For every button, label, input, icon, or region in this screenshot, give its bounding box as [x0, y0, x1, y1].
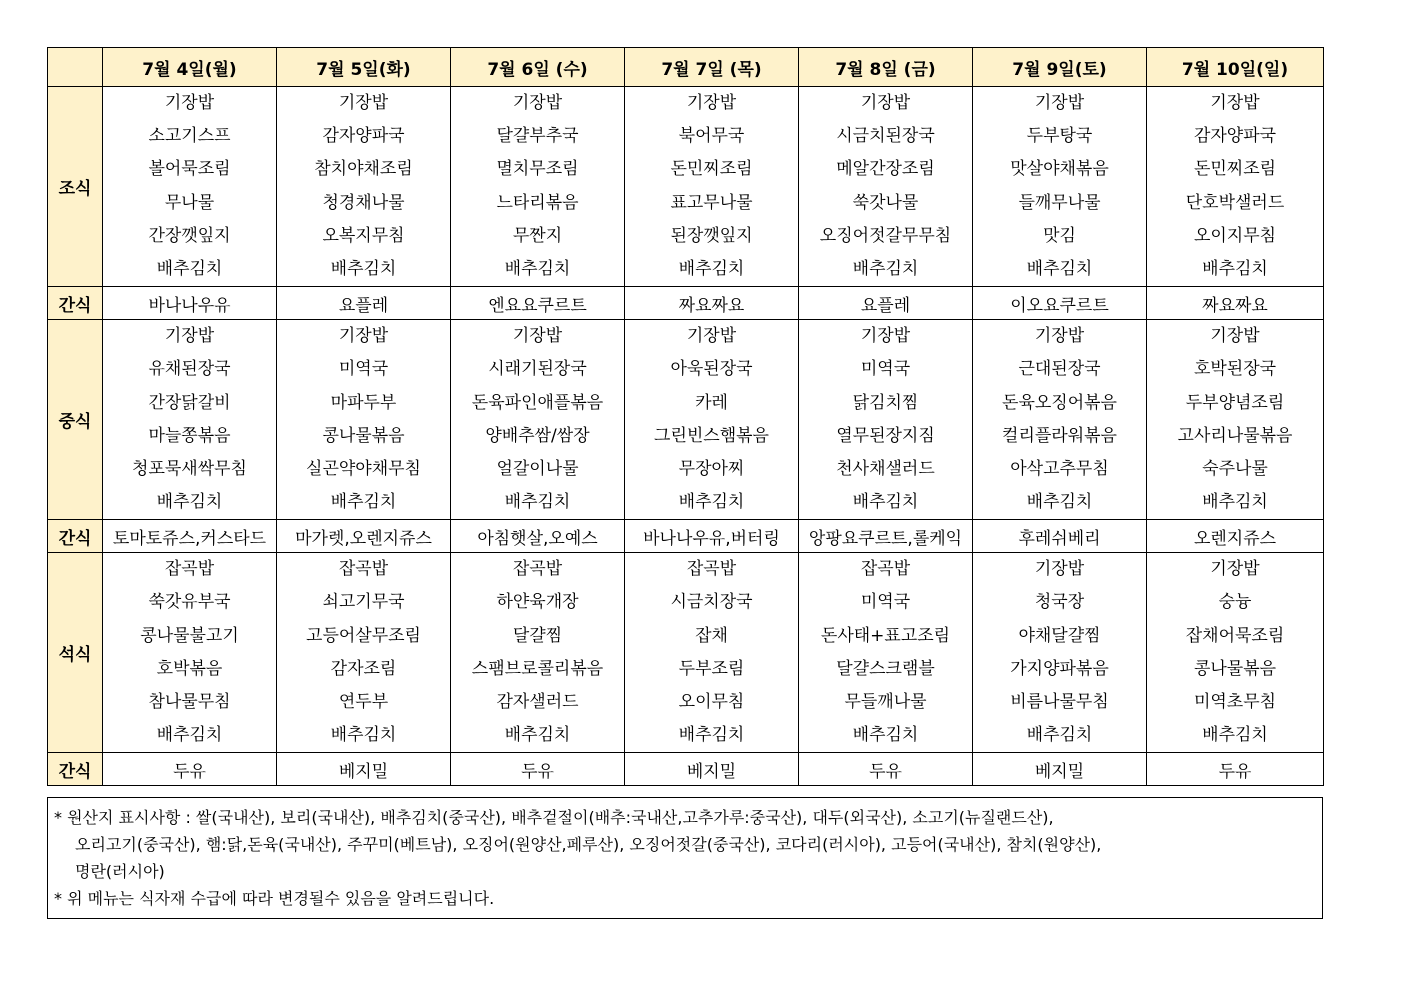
snack-cell: 바나나우유 [103, 287, 277, 320]
dish-item: 열무된장지짐 [836, 425, 935, 446]
dish-item: 메알간장조림 [836, 159, 935, 180]
snack-cell: 두유 [103, 753, 277, 786]
dish-item: 배추김치 [156, 725, 223, 746]
snack-cell: 두유 [1147, 753, 1324, 786]
dish-list [799, 553, 972, 752]
dish-item: 오징어젓갈무무침 [819, 225, 952, 246]
dish-item: 아삭고추무침 [1010, 458, 1109, 479]
meal-cell [277, 553, 451, 753]
dish-item: 시금치된장국 [836, 126, 935, 147]
dish-item: 잡곡밥 [512, 559, 563, 580]
dish-item: 닭김치찜 [852, 392, 919, 413]
dish-item: 미역국 [338, 359, 389, 380]
dish-item: 멸치무조림 [496, 159, 579, 180]
dish-item: 기장밥 [1210, 326, 1260, 347]
snack-cell: 두유 [799, 753, 973, 786]
dish-item: 배추김치 [678, 258, 745, 279]
dish-item: 잡곡밥 [164, 559, 215, 580]
dish-item: 그린빈스햄볶음 [654, 425, 769, 446]
meal-cell [451, 320, 625, 520]
row-label: 간식 [48, 520, 103, 553]
dish-item: 기장밥 [1210, 559, 1260, 580]
dish-list [451, 320, 624, 519]
dish-item: 기장밥 [164, 93, 215, 113]
meal-cell [1147, 320, 1324, 520]
meal-row [48, 320, 1324, 520]
dish-item: 맛살야채볶음 [1010, 159, 1109, 180]
dish-item: 참치야채조림 [314, 159, 413, 180]
dish-list [103, 553, 276, 752]
dish-list [103, 87, 276, 286]
dish-item: 기장밥 [338, 93, 389, 113]
dish-item: 배추김치 [1202, 725, 1268, 746]
meal-cell [625, 87, 799, 287]
dish-item: 무장아찌 [678, 458, 745, 479]
dish-list [973, 87, 1146, 286]
dish-item: 배추김치 [504, 258, 571, 279]
dish-list [625, 87, 798, 286]
snack-cell: 이오요쿠르트 [973, 287, 1147, 320]
dish-item: 청국장 [1034, 592, 1085, 613]
dish-list [277, 87, 450, 286]
snack-cell: 베지밀 [625, 753, 799, 786]
dish-item: 배추김치 [1202, 492, 1268, 513]
dish-item: 실곤약야채무침 [306, 458, 421, 479]
dish-item: 기장밥 [860, 93, 911, 113]
dish-item: 배추김치 [1026, 725, 1093, 746]
dish-item: 오이무침 [678, 692, 745, 712]
dish-item: 호박볶음 [156, 658, 223, 679]
day-header: 7월 5일(화) [277, 48, 451, 87]
dish-item: 숭늉 [1218, 592, 1252, 613]
dish-item: 기장밥 [1034, 326, 1085, 347]
dish-item: 달걀부추국 [496, 126, 579, 147]
dish-list [1147, 553, 1323, 752]
dish-item: 기장밥 [512, 93, 563, 113]
dish-item: 청포묵새싹무침 [132, 458, 247, 479]
dish-item: 오이지무침 [1193, 225, 1277, 246]
dish-item: 배추김치 [330, 492, 397, 513]
meal-cell [103, 87, 277, 287]
dish-item: 배추김치 [1202, 258, 1268, 279]
dish-item: 표고무나물 [670, 192, 753, 213]
dish-item: 배추김치 [504, 725, 571, 746]
dish-item: 달걀찜 [512, 625, 563, 646]
dish-item: 참나물무침 [148, 692, 231, 712]
dish-item: 잡곡밥 [686, 559, 737, 580]
dish-item: 기장밥 [1034, 559, 1085, 580]
dish-item: 기장밥 [1210, 93, 1260, 113]
snack-row [48, 753, 1324, 786]
dish-item: 잡채 [695, 625, 728, 646]
dish-list [277, 553, 450, 752]
snack-cell: 마가렛,오렌지쥬스 [277, 520, 451, 553]
dish-item: 볼어묵조림 [148, 159, 231, 180]
dish-item: 미역국 [860, 592, 911, 613]
snack-cell: 바나나우유,버터링 [625, 520, 799, 553]
row-label: 간식 [48, 287, 103, 320]
snack-cell: 엔요요쿠르트 [451, 287, 625, 320]
dish-item: 미역국 [860, 359, 911, 380]
dish-item: 무나물 [164, 192, 215, 213]
dish-item: 마늘쫑볶음 [148, 425, 231, 446]
dish-item: 하얀육개장 [496, 592, 579, 613]
meal-cell [1147, 553, 1324, 753]
dish-item: 고사리나물볶음 [1177, 425, 1293, 446]
day-header: 7월 6일 (수) [451, 48, 625, 87]
dish-item: 얼갈이나물 [496, 458, 579, 479]
dish-list [799, 87, 972, 286]
meal-cell [1147, 87, 1324, 287]
meal-cell [277, 320, 451, 520]
dish-item: 야채달걀찜 [1018, 625, 1101, 646]
dish-item: 달걀스크램블 [836, 658, 935, 679]
dish-item: 감자양파국 [1193, 126, 1277, 147]
origin-note-line: 명란(러시아) [75, 862, 165, 881]
dish-item: 컬리플라워볶음 [1002, 425, 1117, 446]
row-label: 조식 [48, 87, 103, 287]
meal-cell [799, 320, 973, 520]
dish-item: 배추김치 [678, 492, 745, 513]
dish-item: 시금치장국 [670, 592, 753, 613]
dish-item: 돈민찌조림 [670, 159, 753, 180]
meal-cell [103, 553, 277, 753]
origin-note-line: * 원산지 표시사항 : 쌀(국내산), 보리(국내산), 배추김치(중국산), 배추겉절이(배추:국내산,고추가루:중국산), 대두(외국산), 소고기(뉴질랜드산), [54, 808, 1054, 827]
dish-item: 잡곡밥 [338, 559, 389, 580]
dish-item: 기장밥 [860, 326, 911, 347]
snack-cell: 후레쉬베리 [973, 520, 1147, 553]
row-label: 중식 [48, 320, 103, 520]
dish-item: 콩나물볶음 [322, 425, 405, 446]
snack-cell: 요플레 [277, 287, 451, 320]
dish-item: 배추김치 [330, 725, 397, 746]
snack-cell: 오렌지쥬스 [1147, 520, 1324, 553]
dish-item: 배추김치 [330, 258, 397, 279]
meal-cell [799, 553, 973, 753]
snack-cell: 앙팡요쿠르트,롤케익 [799, 520, 973, 553]
dish-list [799, 320, 972, 519]
dish-item: 배추김치 [1026, 258, 1093, 279]
dish-item: 소고기스프 [148, 126, 231, 147]
meal-cell [625, 320, 799, 520]
meal-cell [799, 87, 973, 287]
dish-item: 간장닭갈비 [148, 392, 231, 413]
day-header: 7월 10일(일) [1147, 48, 1324, 87]
meal-row [48, 553, 1324, 753]
dish-item: 배추김치 [156, 258, 223, 279]
dish-item: 유채된장국 [148, 359, 231, 380]
dish-item: 콩나물볶음 [1193, 658, 1277, 679]
dish-item: 배추김치 [504, 492, 571, 513]
dish-item: 미역초무침 [1193, 692, 1277, 712]
dish-item: 쑥갓나물 [852, 192, 919, 213]
meal-cell [451, 553, 625, 753]
notes-box [47, 797, 1323, 919]
snack-row [48, 287, 1324, 320]
snack-cell: 짜요짜요 [1147, 287, 1324, 320]
dish-item: 된장깻잎지 [670, 225, 753, 246]
dish-item: 돈사태+표고조림 [820, 625, 951, 646]
dish-item: 천사채샐러드 [836, 458, 935, 479]
dish-item: 기장밥 [1034, 93, 1085, 113]
dish-item: 배추김치 [156, 492, 223, 513]
meal-cell [103, 320, 277, 520]
meal-cell [973, 320, 1147, 520]
dish-item: 기장밥 [686, 93, 737, 113]
snack-cell: 토마토쥬스,커스타드 [103, 520, 277, 553]
dish-item: 카레 [695, 392, 728, 413]
dish-item: 돈육오징어볶음 [1002, 392, 1117, 413]
dish-item: 호박된장국 [1193, 359, 1277, 380]
dish-item: 감자조림 [330, 658, 397, 679]
dish-list [103, 320, 276, 519]
dish-item: 잡곡밥 [860, 559, 911, 580]
row-label: 석식 [48, 553, 103, 753]
dish-item: 콩나물불고기 [140, 625, 239, 646]
dish-item: 쑥갓유부국 [148, 592, 231, 613]
dish-item: 감자샐러드 [496, 692, 579, 712]
dish-item: 아욱된장국 [670, 359, 753, 380]
dish-item: 돈육파인애플볶음 [471, 392, 604, 413]
dish-list [973, 553, 1146, 752]
snack-cell: 베지밀 [973, 753, 1147, 786]
meal-row [48, 87, 1324, 287]
dish-item: 기장밥 [338, 326, 389, 347]
meal-cell [277, 87, 451, 287]
header-corner [48, 48, 103, 87]
snack-cell: 두유 [451, 753, 625, 786]
dish-item: 배추김치 [852, 492, 919, 513]
dish-item: 북어무국 [678, 126, 745, 147]
dish-item: 배추김치 [852, 725, 919, 746]
dish-item: 기장밥 [686, 326, 737, 347]
dish-item: 배추김치 [1026, 492, 1093, 513]
day-header: 7월 7일 (목) [625, 48, 799, 87]
dish-list [1147, 320, 1323, 519]
dish-item: 숙주나물 [1202, 458, 1268, 479]
dish-item: 양배추쌈/쌈장 [485, 425, 590, 446]
day-header: 7월 9일(토) [973, 48, 1147, 87]
dish-item: 근대된장국 [1018, 359, 1101, 380]
dish-item: 두부양념조림 [1185, 392, 1285, 413]
snack-cell: 요플레 [799, 287, 973, 320]
snack-row [48, 520, 1324, 553]
dish-item: 스팸브로콜리볶음 [471, 658, 604, 679]
dish-item: 간장깻잎지 [148, 225, 231, 246]
meal-cell [973, 553, 1147, 753]
change-notice: * 위 메뉴는 식자재 수급에 따라 변경될수 있음을 알려드립니다. [54, 889, 495, 908]
day-header: 7월 8일 (금) [799, 48, 973, 87]
dish-item: 오복지무침 [322, 225, 405, 246]
dish-item: 마파두부 [330, 392, 397, 413]
dish-item: 연두부 [338, 692, 389, 712]
dish-list [973, 320, 1146, 519]
header-row [48, 48, 1324, 87]
dish-item: 고등어살무조림 [306, 625, 421, 646]
dish-item: 배추김치 [852, 258, 919, 279]
dish-item: 쇠고기무국 [322, 592, 405, 613]
dish-item: 단호박샐러드 [1185, 192, 1285, 213]
dish-list [1147, 87, 1323, 286]
dish-item: 시래기된장국 [488, 359, 587, 380]
menu-table [47, 47, 1324, 786]
dish-item: 감자양파국 [322, 126, 405, 147]
origin-note-line: 오리고기(중국산), 햄:닭,돈육(국내산), 주꾸미(베트남), 오징어(원양산,페루산), 오징어젓갈(중국산), 코다리(러시아), 고등어(국내산), 참치(원양산), [75, 835, 1102, 854]
row-label: 간식 [48, 753, 103, 786]
dish-item: 무들깨나물 [844, 692, 927, 712]
dish-list [625, 553, 798, 752]
dish-item: 기장밥 [164, 326, 215, 347]
day-header: 7월 4일(월) [103, 48, 277, 87]
dish-item: 두부탕국 [1026, 126, 1093, 147]
dish-item: 잡채어묵조림 [1185, 625, 1285, 646]
dish-item: 가지양파볶음 [1010, 658, 1109, 679]
snack-cell: 베지밀 [277, 753, 451, 786]
dish-list [625, 320, 798, 519]
snack-cell: 아침햇살,오예스 [451, 520, 625, 553]
snack-cell: 짜요짜요 [625, 287, 799, 320]
dish-list [277, 320, 450, 519]
dish-item: 맛김 [1043, 225, 1076, 246]
dish-list [451, 553, 624, 752]
dish-item: 돈민찌조림 [1193, 159, 1277, 180]
dish-item: 청경채나물 [322, 192, 405, 213]
meal-cell [973, 87, 1147, 287]
dish-item: 배추김치 [678, 725, 745, 746]
dish-item: 들깨무나물 [1018, 192, 1101, 213]
dish-item: 두부조림 [678, 658, 745, 679]
dish-item: 비름나물무침 [1010, 692, 1109, 712]
meal-cell [451, 87, 625, 287]
dish-item: 느타리볶음 [496, 192, 579, 213]
meal-cell [625, 553, 799, 753]
dish-item: 기장밥 [512, 326, 563, 347]
dish-item: 무짠지 [512, 225, 563, 246]
dish-list [451, 87, 624, 286]
